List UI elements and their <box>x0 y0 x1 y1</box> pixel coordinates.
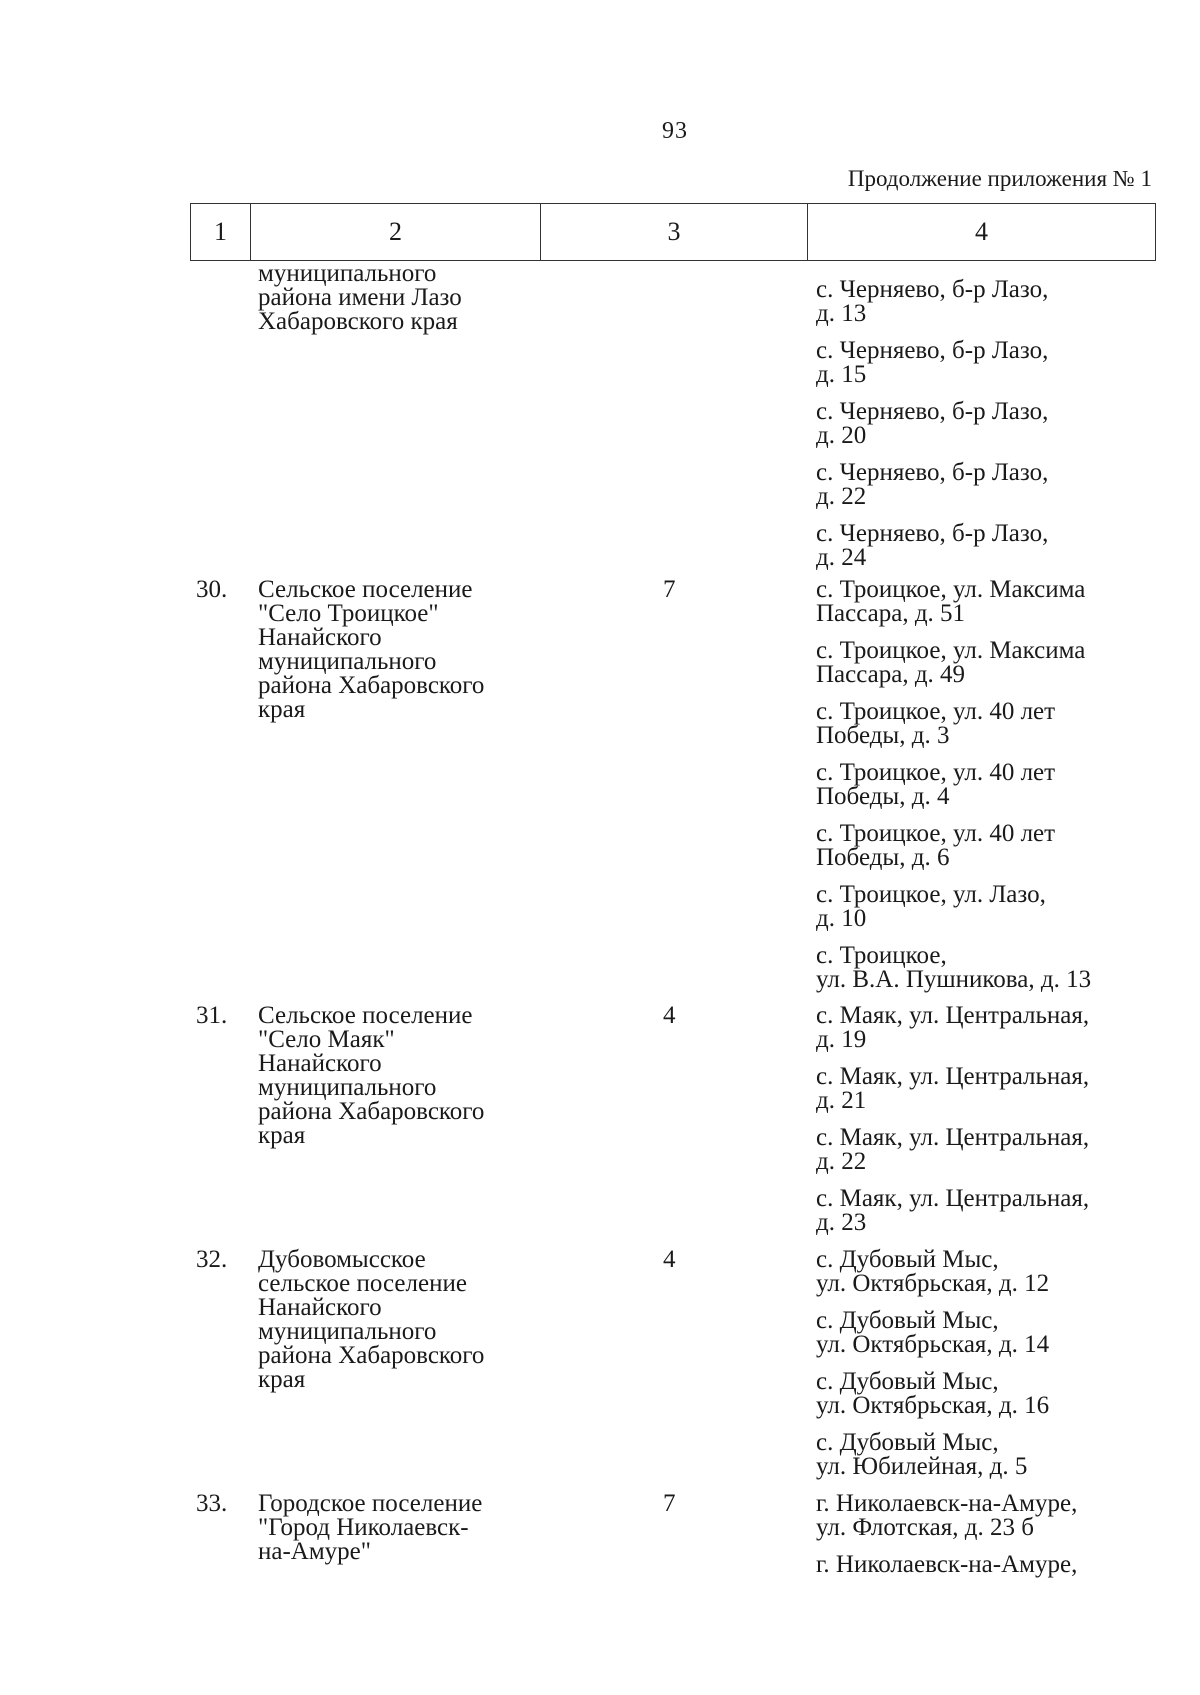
name-line: муниципального <box>258 260 437 287</box>
name-line: "Село Троицкое" <box>258 600 439 627</box>
address-line: с. Черняево, б-р Лазо, <box>816 276 1049 303</box>
name-line: муниципального <box>258 1318 437 1345</box>
address-line: ул. Флотская, д. 23 б <box>816 1514 1034 1541</box>
name-line: "Город Николаевск- <box>258 1514 469 1541</box>
address-line: ул. Октябрьская, д. 12 <box>816 1270 1050 1297</box>
name-line: района Хабаровского <box>258 672 485 699</box>
continuation-note: Продолжение приложения № 1 <box>847 166 1152 191</box>
address-line: ул. В.А. Пушникова, д. 13 <box>816 966 1092 993</box>
address-line: д. 13 <box>816 300 867 327</box>
address-line: г. Николаевск-на-Амуре, <box>816 1490 1078 1517</box>
name-line: Сельское поселение <box>258 1002 473 1029</box>
table-header <box>190 203 1156 261</box>
row-31-number: 31. <box>196 1002 228 1029</box>
name-line: "Село Маяк" <box>258 1026 395 1053</box>
row-30-name <box>258 578 548 722</box>
page-number: 93 <box>662 118 688 144</box>
header-col-1: 1 <box>191 204 251 260</box>
name-line: края <box>258 1122 306 1149</box>
name-line: района имени Лазо <box>258 284 462 311</box>
address-line: с. Троицкое, ул. 40 лет <box>816 698 1056 725</box>
row-31-name <box>258 1004 548 1148</box>
address-entry <box>816 700 1146 748</box>
address-line: Победы, д. 6 <box>816 844 950 871</box>
address-line: д. 19 <box>816 1026 867 1053</box>
row-31-count: 4 <box>663 1002 676 1029</box>
address-line: с. Троицкое, ул. 40 лет <box>816 759 1056 786</box>
name-line: на-Амуре" <box>258 1538 371 1565</box>
address-line: с. Троицкое, ул. Максима <box>816 576 1086 603</box>
cont-addresses <box>816 278 1146 578</box>
name-line: муниципального <box>258 648 437 675</box>
address-entry <box>816 1370 1146 1418</box>
address-entry <box>816 1248 1146 1296</box>
address-line: Пассара, д. 51 <box>816 600 966 627</box>
address-entry <box>816 1309 1146 1357</box>
address-line: с. Дубовый Мыс, <box>816 1307 999 1334</box>
row-32-count: 4 <box>663 1246 676 1273</box>
address-entry <box>816 1431 1146 1479</box>
row-30-count: 7 <box>663 576 676 603</box>
address-line: с. Троицкое, <box>816 942 947 969</box>
address-entry <box>816 883 1146 931</box>
row-33-name <box>258 1492 548 1564</box>
address-line: д. 23 <box>816 1209 867 1236</box>
address-entry <box>816 1187 1146 1235</box>
name-line: Городское поселение <box>258 1490 483 1517</box>
name-line: Дубовомысское <box>258 1246 426 1273</box>
row-32-addresses <box>816 1248 1146 1488</box>
address-entry <box>816 761 1146 809</box>
name-line: Нанайского <box>258 1294 382 1321</box>
address-line: г. Николаевск-на-Амуре, <box>816 1551 1078 1578</box>
address-line: д. 24 <box>816 544 867 571</box>
address-entry <box>816 1126 1146 1174</box>
address-entry <box>816 1492 1146 1540</box>
address-line: с. Маяк, ул. Центральная, <box>816 1124 1090 1151</box>
address-line: с. Черняево, б-р Лазо, <box>816 520 1049 547</box>
name-line: Сельское поселение <box>258 576 473 603</box>
address-line: с. Троицкое, ул. 40 лет <box>816 820 1056 847</box>
address-line: д. 15 <box>816 361 867 388</box>
address-line: с. Дубовый Мыс, <box>816 1246 999 1273</box>
name-line: Нанайского <box>258 1050 382 1077</box>
address-entry <box>816 278 1146 326</box>
header-col-2: 2 <box>251 204 541 260</box>
name-line: сельское поселение <box>258 1270 467 1297</box>
header-col-3: 3 <box>541 204 808 260</box>
address-line: Победы, д. 3 <box>816 722 950 749</box>
name-line: Нанайского <box>258 624 382 651</box>
address-line: д. 22 <box>816 1148 867 1175</box>
row-33-number: 33. <box>196 1490 228 1517</box>
address-line: д. 21 <box>816 1087 867 1114</box>
address-line: с. Маяк, ул. Центральная, <box>816 1185 1090 1212</box>
row-33-count: 7 <box>663 1490 676 1517</box>
address-line: с. Черняево, б-р Лазо, <box>816 398 1049 425</box>
cont-name <box>258 262 548 334</box>
address-line: ул. Октябрьская, д. 16 <box>816 1392 1050 1419</box>
row-30-addresses <box>816 578 1146 998</box>
address-line: с. Черняево, б-р Лазо, <box>816 459 1049 486</box>
address-line: д. 22 <box>816 483 867 510</box>
address-line: с. Троицкое, ул. Лазо, <box>816 881 1046 908</box>
address-entry <box>816 822 1146 870</box>
address-line: д. 20 <box>816 422 867 449</box>
name-line: района Хабаровского <box>258 1342 485 1369</box>
address-line: с. Маяк, ул. Центральная, <box>816 1063 1090 1090</box>
address-entry <box>816 339 1146 387</box>
row-31-addresses <box>816 1004 1146 1244</box>
address-line: Победы, д. 4 <box>816 783 950 810</box>
row-32-number: 32. <box>196 1246 228 1273</box>
address-line: с. Черняево, б-р Лазо, <box>816 337 1049 364</box>
address-entry <box>816 1553 1146 1577</box>
header-col-4: 4 <box>975 217 988 246</box>
address-entry <box>816 400 1146 448</box>
address-entry <box>816 578 1146 626</box>
address-entry <box>816 944 1146 992</box>
name-line: Хабаровского края <box>258 308 458 335</box>
address-entry <box>816 1065 1146 1113</box>
address-line: ул. Октябрьская, д. 14 <box>816 1331 1050 1358</box>
name-line: края <box>258 1366 306 1393</box>
address-line: Пассара, д. 49 <box>816 661 966 688</box>
row-32-name <box>258 1248 548 1392</box>
address-line: ул. Юбилейная, д. 5 <box>816 1453 1028 1480</box>
address-line: с. Дубовый Мыс, <box>816 1368 999 1395</box>
name-line: муниципального <box>258 1074 437 1101</box>
address-line: с. Маяк, ул. Центральная, <box>816 1002 1090 1029</box>
address-entry <box>816 639 1146 687</box>
address-line: с. Дубовый Мыс, <box>816 1429 999 1456</box>
address-line: д. 10 <box>816 905 867 932</box>
address-entry <box>816 461 1146 509</box>
row-33-addresses <box>816 1492 1146 1612</box>
address-entry <box>816 522 1146 570</box>
address-line: с. Троицкое, ул. Максима <box>816 637 1086 664</box>
row-30-number: 30. <box>196 576 228 603</box>
address-entry <box>816 1004 1146 1052</box>
name-line: края <box>258 696 306 723</box>
name-line: района Хабаровского <box>258 1098 485 1125</box>
